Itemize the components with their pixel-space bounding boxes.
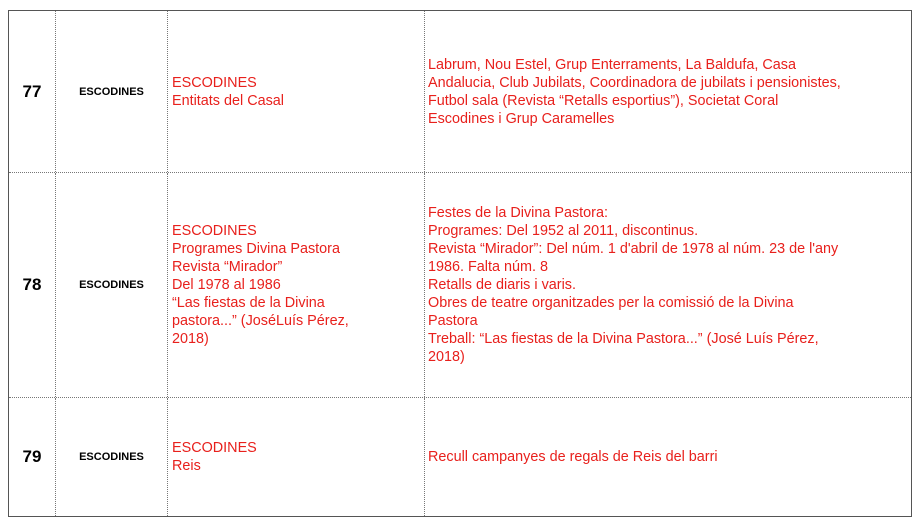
description-line: “Las fiestas de la Divina	[172, 295, 325, 311]
row-number-cell	[9, 11, 56, 172]
details-line: Obres de teatre organitzades per la comissió de la Divina	[428, 295, 794, 311]
row-description-cell	[168, 11, 425, 172]
records-table	[8, 10, 912, 517]
row-details-cell	[425, 11, 911, 172]
details-line: 1986. Falta núm. 8	[428, 259, 548, 275]
details-line: Treball: “Las fiestas de la Divina Pastora...” (José Luís Pérez,	[428, 331, 819, 347]
row-name: ESCODINES	[79, 279, 144, 291]
details-line: Escodines i Grup Caramelles	[428, 110, 615, 127]
description-line: Revista “Mirador”	[172, 259, 283, 275]
row-number: 79	[22, 447, 42, 466]
row-description	[172, 439, 257, 475]
description-line: pastora...” (JoséLuís Pérez,	[172, 313, 349, 329]
row-name: ESCODINES	[79, 451, 144, 463]
details-line: Retalls de diaris i varis.	[428, 277, 576, 293]
row-name-cell	[56, 11, 168, 172]
description-line: Reis	[172, 458, 201, 474]
row-details-cell	[425, 398, 911, 516]
details-line: 2018)	[428, 349, 465, 365]
details-line: Labrum, Nou Estel, Grup Enterraments, La Baldufa, Casa	[428, 56, 796, 73]
row-number-cell	[9, 398, 56, 516]
row-description	[172, 222, 349, 348]
table-row	[9, 398, 911, 516]
row-number: 77	[22, 81, 42, 101]
description-line: ESCODINES	[172, 223, 257, 239]
details-line: Recull campanyes de regals de Reis del barri	[428, 449, 718, 465]
row-number: 78	[22, 275, 42, 294]
details-line: Andalucia, Club Jubilats, Coordinadora de jubilats i pensionistes,	[428, 74, 841, 91]
details-line: Pastora	[428, 313, 478, 329]
description-line: Programes Divina Pastora	[172, 241, 340, 257]
table-row	[9, 11, 911, 173]
row-details	[428, 448, 718, 466]
row-details	[428, 56, 841, 128]
row-number-cell	[9, 173, 56, 397]
row-description	[172, 74, 284, 110]
row-name-cell	[56, 173, 168, 397]
row-description-cell	[168, 173, 425, 397]
description-line: Del 1978 al 1986	[172, 277, 281, 293]
table-row	[9, 173, 911, 398]
row-details	[428, 204, 838, 366]
description-line: Entitats del Casal	[172, 92, 284, 109]
row-details-cell	[425, 173, 911, 397]
details-line: Revista “Mirador”: Del núm. 1 d'abril de 1978 al núm. 23 de l'any	[428, 241, 839, 257]
details-line: Futbol sala (Revista “Retalls esportius”), Societat Coral	[428, 92, 779, 109]
row-description-cell	[168, 398, 425, 516]
details-line: Festes de la Divina Pastora:	[428, 205, 608, 221]
description-line: ESCODINES	[172, 440, 257, 456]
row-name-cell	[56, 398, 168, 516]
description-line: ESCODINES	[172, 74, 257, 91]
details-line: Programes: Del 1952 al 2011, discontinus.	[428, 223, 699, 239]
row-name: ESCODINES	[79, 85, 144, 98]
description-line: 2018)	[172, 331, 209, 347]
